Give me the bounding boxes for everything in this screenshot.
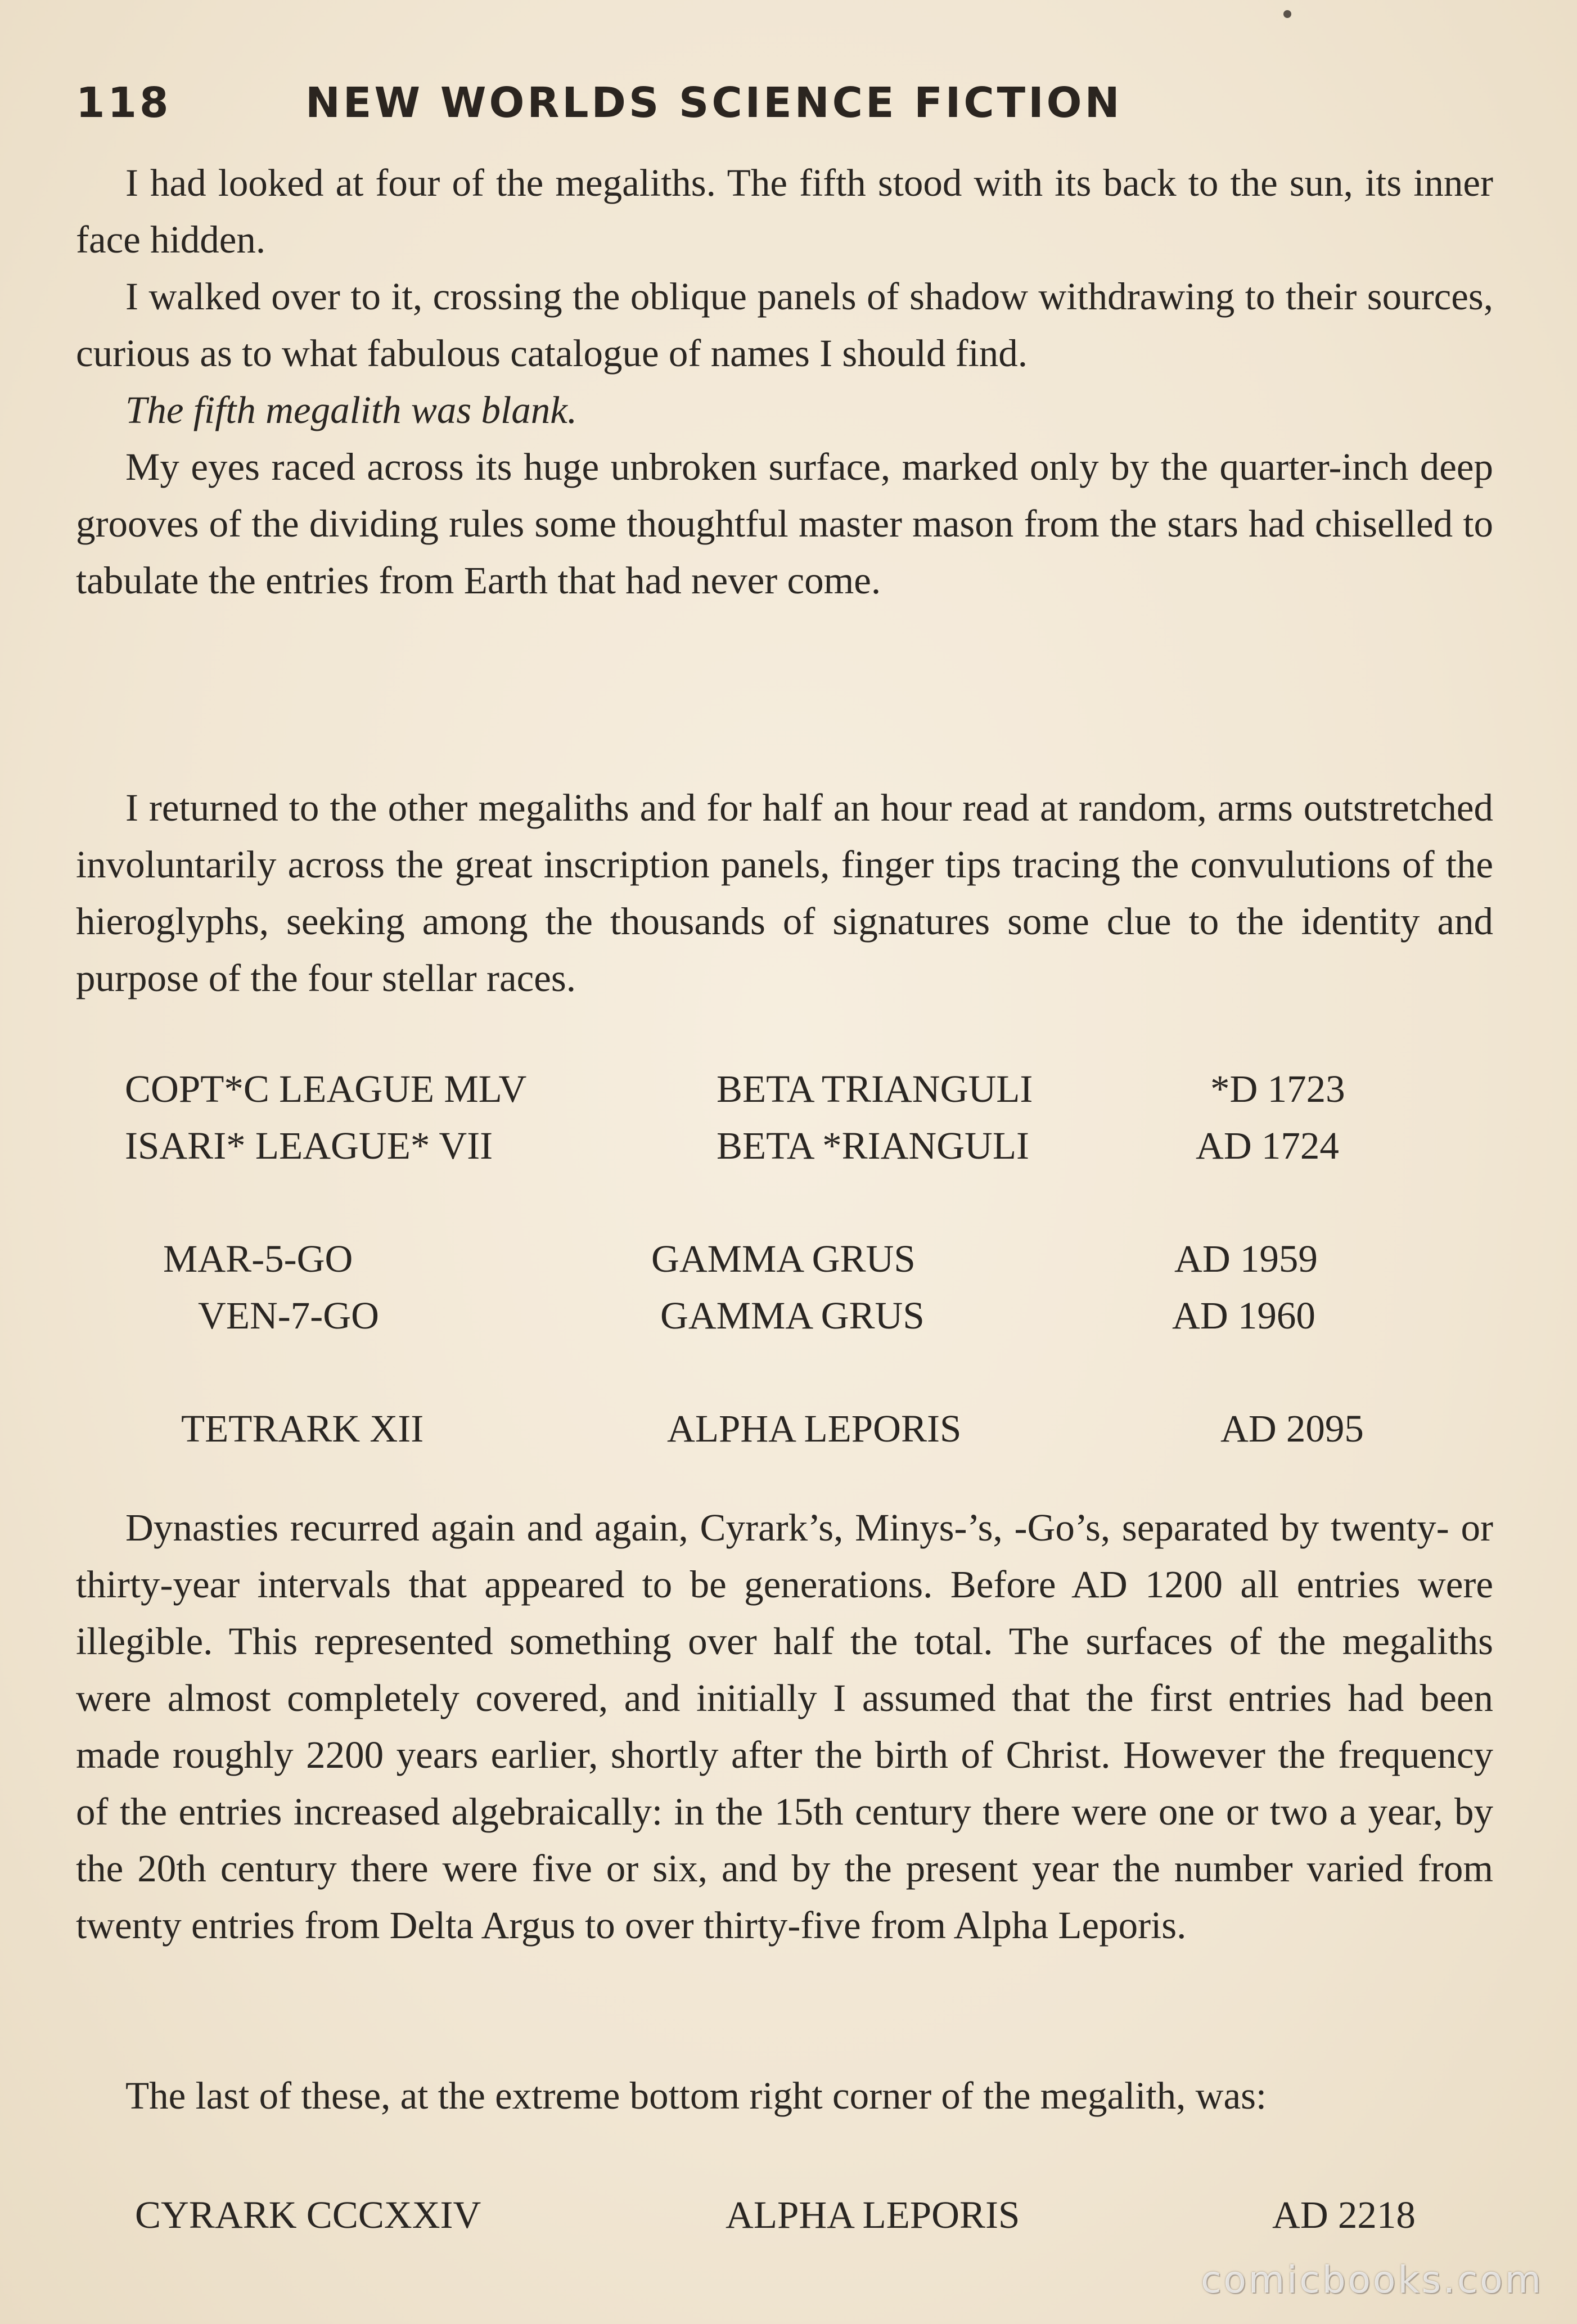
ink-speck bbox=[1283, 10, 1291, 18]
inscription-star: GAMMA GRUS bbox=[660, 1294, 925, 1337]
inscription-date: AD 1960 bbox=[1172, 1294, 1315, 1337]
story-text-top bbox=[76, 155, 1493, 609]
inscription-date: AD 1724 bbox=[1196, 1124, 1339, 1167]
inscription-name: CYRARK CCCXXIV bbox=[135, 2194, 481, 2236]
magazine-title: NEW WORLDS SCIENCE FICTION bbox=[305, 79, 1123, 127]
inscription-name: COPT*C LEAGUE MLV bbox=[125, 1068, 527, 1110]
inscription-row bbox=[0, 1118, 1577, 1174]
story-text-last bbox=[76, 2068, 1493, 2124]
paragraph: My eyes raced across its huge unbroken surface, marked only by the quarter-inch deep grooves of the dividing rules some thoughtful master mason from the stars had chiselled to tabulate the entries from Earth that had never come. bbox=[76, 445, 1493, 602]
inscription-name: MAR-5-GO bbox=[163, 1237, 353, 1280]
inscription-star: ALPHA LEPORIS bbox=[726, 2194, 1020, 2236]
paragraph: I had looked at four of the megaliths. The fifth stood with its back to the sun, its inner face hidden. bbox=[76, 161, 1493, 261]
inscription-row bbox=[0, 1061, 1577, 1118]
page-number: 118 bbox=[76, 79, 172, 127]
inscription-star: BETA TRIANGULI bbox=[717, 1068, 1033, 1110]
inscription-name: ISARI* LEAGUE* VII bbox=[125, 1124, 493, 1167]
inscription-date: *D 1723 bbox=[1210, 1068, 1345, 1110]
inscription-star: ALPHA LEPORIS bbox=[667, 1407, 962, 1450]
paragraph: I returned to the other megaliths and for half an hour read at random, arms outstretched involuntarily across the great inscription panels, finger tips tracing the convulutions of the hieroglyphs, seeking among the thousands of signatures some clue to the identity and purpose of the four stellar races. bbox=[76, 786, 1493, 999]
inscription-date: AD 2095 bbox=[1220, 1407, 1364, 1450]
story-text-middle bbox=[76, 780, 1493, 1007]
inscription-star: GAMMA GRUS bbox=[651, 1237, 916, 1280]
inscription-name: TETRARK XII bbox=[181, 1407, 424, 1450]
inscription-name: VEN-7-GO bbox=[198, 1294, 379, 1337]
inscription-date: AD 2218 bbox=[1272, 2194, 1416, 2236]
inscription-row bbox=[0, 1231, 1577, 1287]
inscription-star: BETA *RIANGULI bbox=[717, 1124, 1030, 1167]
inscription-date: AD 1959 bbox=[1174, 1237, 1318, 1280]
paragraph-italic: The fifth megalith was blank. bbox=[125, 389, 578, 431]
site-watermark: comicbooks.com bbox=[1201, 2258, 1543, 2302]
page-header bbox=[76, 79, 1504, 141]
inscription-row bbox=[0, 1287, 1577, 1344]
story-text-dynasties bbox=[76, 1499, 1493, 1954]
inscription-row bbox=[0, 1400, 1577, 1457]
paragraph: The last of these, at the extreme bottom right corner of the megalith, was: bbox=[125, 2074, 1267, 2117]
paragraph: I walked over to it, crossing the oblique panels of shadow withdrawing to their sources, curious as to what fabulous catalogue of names I should find. bbox=[76, 275, 1493, 375]
paragraph: Dynasties recurred again and again, Cyrark’s, Minys-’s, -Go’s, separated by twenty- or thirty-year intervals that appeared to be generations. Before AD 1200 all entries were illegible. This represented something over half the total. The surfaces of the megaliths were almost completely covered, and initially I assumed that the first entries had been made roughly 2200 years earlier, shortly after the birth of Christ. However the frequency of the entries increased algebraically: in the 15th century there were one or two a year, by the 20th century there were five or six, and by the present year the number varied from twenty entries from Delta Argus to over thirty-five from Alpha Leporis. bbox=[76, 1506, 1493, 1947]
final-inscription-row bbox=[0, 2187, 1577, 2244]
